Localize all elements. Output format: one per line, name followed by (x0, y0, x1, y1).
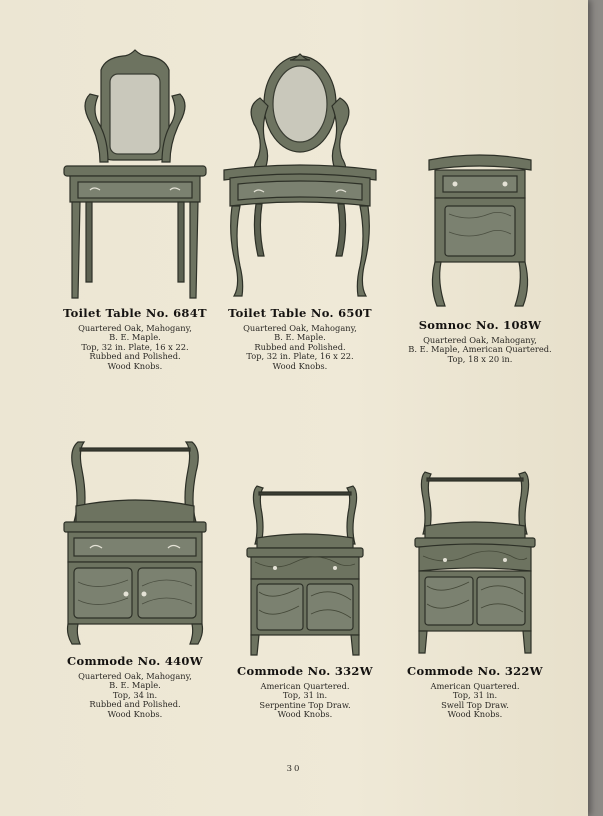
item-description-line: Quartered Oak, Mahogany, (423, 335, 537, 345)
item-description-line: Rubbed and Polished. (254, 341, 346, 352)
item-description-line: Wood Knobs. (272, 360, 328, 371)
item-title: Somnoc No. 108W (418, 318, 542, 332)
item-description-line: Rubbed and Polished. (89, 351, 181, 362)
item-description-line: Top, 34 in. (112, 689, 158, 700)
commode-332w-illustration (245, 482, 365, 658)
item-description-line: B. E. Maple. (274, 332, 326, 343)
item-description-line: Swell Top Draw. (441, 699, 509, 710)
item-description-line: Top, 31 in. (452, 690, 498, 701)
item-title: Commode No. 322W (407, 664, 543, 678)
item-description-line: Top, 18 x 20 in. (447, 353, 513, 364)
item-title: Commode No. 440W (67, 654, 203, 668)
item-title: Toilet Table No. 684T (63, 306, 207, 320)
catalog-item-commode-322w (380, 468, 570, 720)
item-description-line: Wood Knobs. (447, 709, 503, 720)
item-description-line: Top, 31 in. (282, 690, 328, 701)
item-description-line: Top, 32 in. Plate, 16 x 22. (246, 351, 354, 362)
catalog-item-commode-332w (210, 482, 400, 720)
toilet-table-650t-illustration (220, 52, 380, 300)
catalog-item-toilet-table-684t (40, 48, 230, 371)
item-description-line: Wood Knobs. (277, 709, 333, 720)
item-description-line: Serpentine Top Draw. (259, 699, 351, 710)
item-description-line: Quartered Oak, Mahogany, (78, 671, 192, 681)
item-description-line: Quartered Oak, Mahogany, (78, 323, 192, 333)
item-description-line: Top, 32 in. Plate, 16 x 22. (81, 341, 189, 352)
item-description-line: Wood Knobs. (107, 708, 163, 719)
toilet-table-684t-illustration (60, 48, 210, 300)
catalog-item-somnoc-108w (385, 152, 575, 364)
catalog-item-commode-440w (35, 436, 235, 719)
item-description-line: American Quartered. (430, 681, 520, 691)
item-description-line: B. E. Maple, American Quartered. (408, 344, 552, 355)
item-description-line: Quartered Oak, Mahogany, (243, 323, 357, 333)
page-number: 30 (286, 764, 302, 774)
commode-440w-illustration (60, 436, 210, 648)
item-description-line: Wood Knobs. (107, 360, 163, 371)
item-description-line: Rubbed and Polished. (89, 699, 181, 710)
commode-322w-illustration (413, 468, 537, 658)
item-description-line: B. E. Maple. (109, 332, 161, 343)
somnoc-108w-illustration (425, 152, 535, 312)
catalog-item-toilet-table-650t (205, 52, 395, 371)
item-title: Toilet Table No. 650T (228, 306, 372, 320)
item-description-line: B. E. Maple. (109, 680, 161, 691)
item-title: Commode No. 332W (237, 664, 373, 678)
item-description-line: American Quartered. (260, 681, 350, 691)
